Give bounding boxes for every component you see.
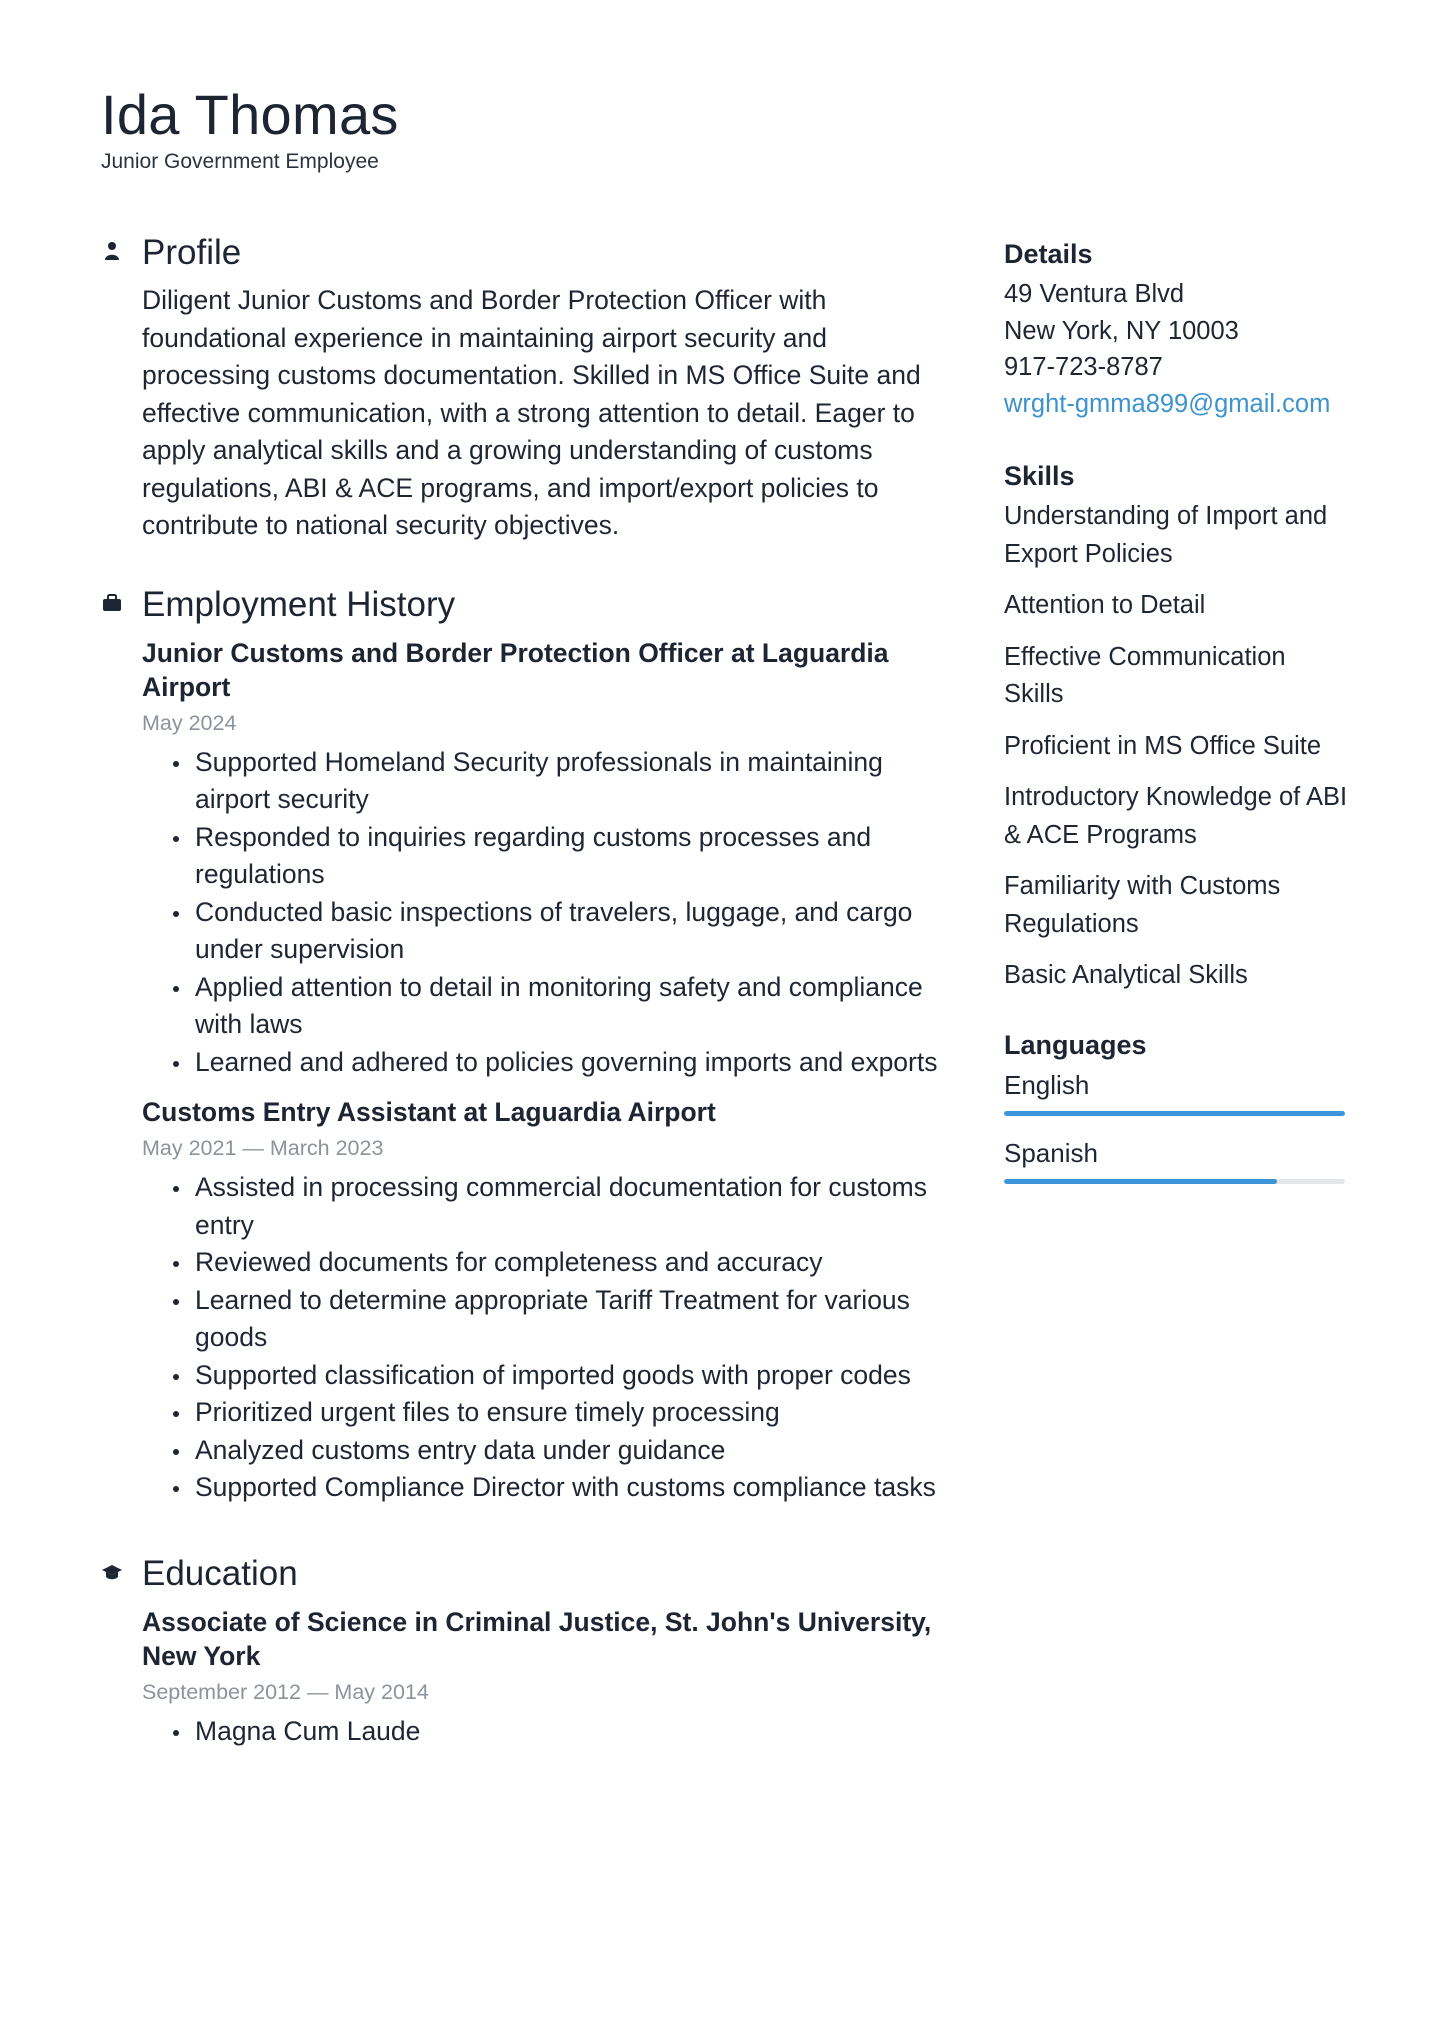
- job-title: Junior Customs and Border Protection Officer at Laguardia Airport: [142, 637, 889, 702]
- job-bullet: Supported classification of imported goods with proper codes: [195, 1357, 965, 1395]
- education-bullets: [142, 1713, 965, 1751]
- job-bullet: Learned to determine appropriate Tariff Treatment for various goods: [195, 1282, 965, 1357]
- sidebar: [1004, 236, 1349, 1203]
- profile-heading: Profile: [142, 233, 242, 272]
- employment-heading: Employment History: [142, 584, 456, 624]
- education-bullet: Magna Cum Laude: [195, 1713, 965, 1751]
- language-level-bar: [1004, 1179, 1345, 1184]
- job-bullet: Prioritized urgent files to ensure timely processing: [195, 1394, 965, 1432]
- briefcase-icon: [101, 592, 123, 614]
- language-name: English: [1004, 1069, 1090, 1100]
- details-heading: Details: [1004, 239, 1093, 269]
- degree-title: Associate of Science in Criminal Justice, St. John's University, New York: [142, 1606, 932, 1671]
- job-bullet: Supported Compliance Director with customs compliance tasks: [195, 1469, 965, 1507]
- job-entry: [142, 1095, 961, 1507]
- job-bullet: Analyzed customs entry data under guidance: [195, 1432, 965, 1470]
- skill-item: Basic Analytical Skills: [1004, 961, 1248, 989]
- resume-header: [101, 82, 399, 174]
- job-title: Customs Entry Assistant at Laguardia Airport: [142, 1097, 716, 1127]
- employment-section: [101, 582, 961, 1507]
- language-level-bar: [1004, 1111, 1345, 1116]
- job-dates: May 2024: [142, 710, 237, 735]
- job-bullet: Assisted in processing commercial documentation for customs entry: [195, 1169, 965, 1244]
- address-line-1: 49 Ventura Blvd: [1004, 280, 1185, 308]
- skills-heading: Skills: [1004, 461, 1075, 491]
- skills-section: [1004, 458, 1349, 995]
- main-column: [101, 230, 961, 1750]
- job-dates: May 2021 — March 2023: [142, 1136, 384, 1160]
- skill-item: Understanding of Import and Export Policies: [1004, 502, 1328, 568]
- languages-section: [1004, 1027, 1349, 1184]
- skill-item: Familiarity with Customs Regulations: [1004, 872, 1281, 938]
- profile-summary: Diligent Junior Customs and Border Protection Officer with foundational experience in maintaining airport security and processing customs documentation. Skilled in MS Office Suite and effective communication, with a strong attention to detail. Eager to apply analytical skills and a growing understanding of customs regulations, ABI & ACE programs, and import/export policies to contribute to national security objectives.: [142, 285, 921, 540]
- education-heading: Education: [142, 1553, 298, 1593]
- skill-item: Proficient in MS Office Suite: [1004, 731, 1321, 760]
- language-name: Spanish: [1004, 1137, 1098, 1168]
- language-level-fill: [1004, 1179, 1277, 1184]
- person-icon: [101, 240, 123, 262]
- candidate-title: Junior Government Employee: [101, 150, 379, 173]
- language-level-fill: [1004, 1111, 1345, 1116]
- email-link[interactable]: wrght-gmma899@gmail.com: [1004, 389, 1331, 418]
- education-section: [101, 1551, 961, 1751]
- job-entry: [142, 636, 961, 1082]
- address-line-2: New York, NY 10003: [1004, 316, 1239, 345]
- job-bullet: Learned and adhered to policies governing imports and exports: [195, 1044, 965, 1082]
- candidate-name: Ida Thomas: [101, 83, 399, 146]
- languages-heading: Languages: [1004, 1029, 1147, 1060]
- skill-item: Effective Communication Skills: [1004, 642, 1286, 708]
- education-dates: September 2012 — May 2014: [142, 1679, 429, 1704]
- details-section: [1004, 236, 1349, 422]
- phone-number: 917-723-8787: [1004, 353, 1163, 381]
- profile-section: [101, 230, 961, 545]
- education-entry: [142, 1605, 961, 1751]
- graduation-cap-icon: [101, 1561, 123, 1583]
- skill-item: Attention to Detail: [1004, 591, 1206, 619]
- job-bullets: [142, 744, 965, 1082]
- skill-item: Introductory Knowledge of ABI & ACE Programs: [1004, 783, 1348, 849]
- job-bullet: Reviewed documents for completeness and accuracy: [195, 1244, 965, 1282]
- job-bullet: Responded to inquiries regarding customs processes and regulations: [195, 819, 965, 894]
- job-bullet: Supported Homeland Security professionals in maintaining airport security: [195, 744, 965, 819]
- job-bullet: Conducted basic inspections of travelers, luggage, and cargo under supervision: [195, 894, 965, 969]
- job-bullet: Applied attention to detail in monitoring safety and compliance with laws: [195, 969, 965, 1044]
- job-bullets: [142, 1169, 965, 1507]
